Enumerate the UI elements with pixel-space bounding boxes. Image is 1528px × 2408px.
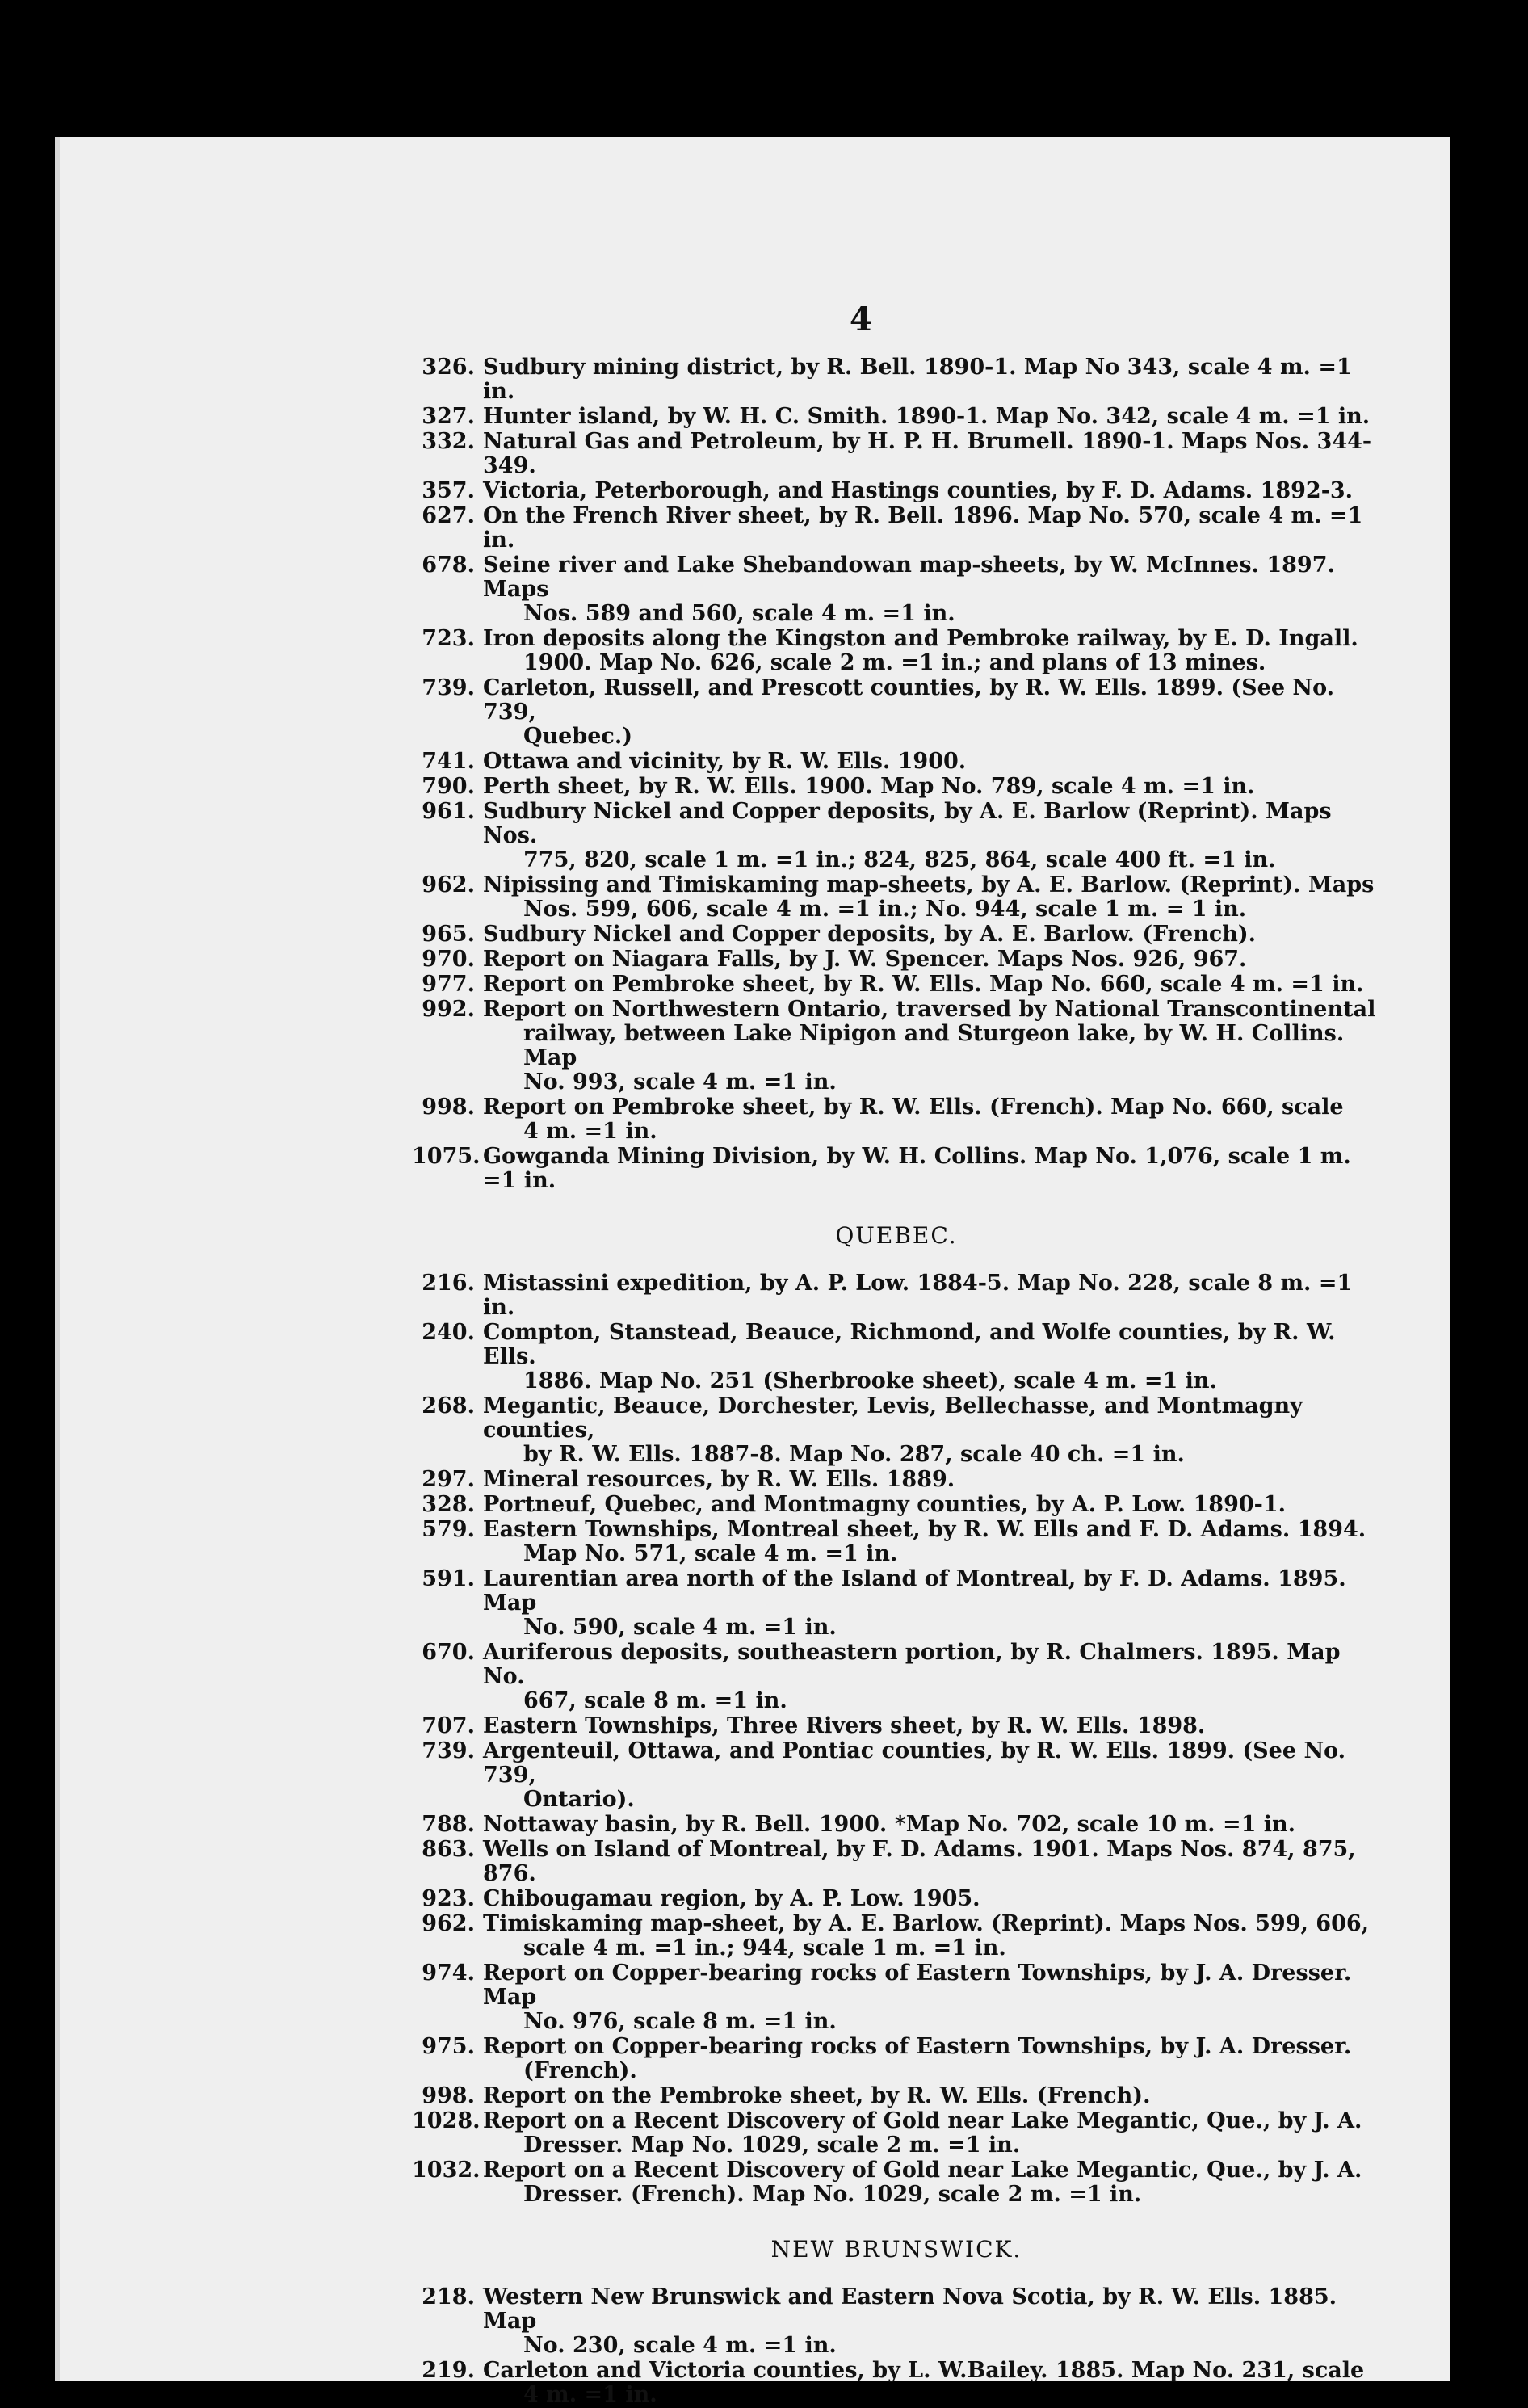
entry-continuation-line: Map No. 571, scale 4 m. =1 in. [523,1541,898,1566]
entry-continuation-line: Nos. 599, 606, scale 4 m. =1 in.; No. 944, scale 1 m. = 1 in. [523,897,1247,922]
entry-continuation-line: by R. W. Ells. 1887-8. Map No. 287, scale 40 ch. =1 in. [523,1442,1185,1467]
entry-text [483,1961,1381,2034]
entry-number: 332. [422,429,475,454]
entry-number: 216. [422,1271,475,1296]
entry-number: 723. [422,626,475,651]
entry-number: 1028. [412,2108,481,2133]
entry-text [483,775,1381,799]
entry-line: On the French River sheet, by R. Bell. 1896. Map No. 570, scale 4 m. =1 in. [483,503,1363,553]
section-heading: NEW BRUNSWICK. [770,2236,1022,2263]
entry-number: 240. [422,1320,475,1345]
entry-line: Carleton and Victoria counties, by L. W.Bailey. 1885. Map No. 231, scale [483,2358,1365,2383]
entry-line: Iron deposits along the Kingston and Pembroke railway, by E. D. Ingall. [483,626,1358,651]
entry-text [483,922,1381,947]
entry-number: 962. [422,872,475,897]
entry-line: Mineral resources, by R. W. Ells. 1889. [483,1467,955,1492]
catalogue-entry [412,2158,1381,2207]
entry-continuation-line: Nos. 589 and 560, scale 4 m. =1 in. [523,601,955,626]
entry-text [483,2109,1381,2158]
entry-number: 788. [422,1812,475,1837]
entry-number: 627. [422,503,475,528]
entry-text [483,553,1381,626]
catalogue-entry [412,405,1381,429]
entry-text [483,1567,1381,1640]
catalogue-entry [412,775,1381,799]
entry-number: 977. [422,972,475,997]
entry-number: 579. [422,1517,475,1542]
entry-text [483,1887,1381,1911]
entry-line: Sudbury Nickel and Copper deposits, by A. E. Barlow. (French). [483,922,1257,947]
entry-number: 863. [422,1837,475,1862]
entry-line: Eastern Townships, Three Rivers sheet, by R. W. Ells. 1898. [483,1713,1206,1738]
entry-continuation-line: 775, 820, scale 1 m. =1 in.; 824, 825, 864, scale 400 ft. =1 in. [523,847,1276,872]
catalogue-entry [412,1095,1381,1144]
section-heading: QUEBEC. [835,1222,958,1249]
entry-line: Compton, Stanstead, Beauce, Richmond, and Wolfe counties, by R. W. Ells. [483,1320,1336,1369]
entry-text [483,1518,1381,1566]
entry-line: Seine river and Lake Shebandowan map-sheets, by W. McInnes. 1897. Maps [483,553,1335,602]
entry-line: Report on Pembroke sheet, by R. W. Ells. (French). Map No. 660, scale [483,1095,1344,1120]
entry-line: Nottaway basin, by R. Bell. 1900. *Map No. 702, scale 10 m. =1 in. [483,1812,1296,1837]
entry-number: 218. [422,2284,475,2309]
entry-number: 670. [422,1640,475,1665]
entry-text [483,479,1381,503]
book-spine [1450,121,1528,2381]
entry-line: Western New Brunswick and Eastern Nova Scotia, by R. W. Ells. 1885. Map [483,2284,1337,2334]
entry-text [483,998,1381,1095]
catalogue-entry [412,1887,1381,1911]
catalogue-entry [412,873,1381,922]
entry-line: Report on Northwestern Ontario, traversed by National Transcontinental [483,997,1376,1022]
entry-number: 970. [422,947,475,972]
entry-number: 326. [422,355,475,380]
entry-text [483,405,1381,429]
catalogue-entry [412,1271,1381,1320]
catalogue-entry [412,800,1381,872]
entry-text [483,973,1381,997]
entry-text [483,1838,1381,1886]
entry-line: Nipissing and Timiskaming map-sheets, by A. E. Barlow. (Reprint). Maps [483,872,1375,897]
catalogue-entry [412,1394,1381,1467]
entry-number: 975. [422,2034,475,2059]
entry-line: Report on a Recent Discovery of Gold near Lake Megantic, Que., by J. A. [483,2108,1362,2133]
catalogue-entry [412,1145,1381,1193]
entry-text [483,430,1381,478]
entry-text [483,750,1381,774]
catalogue-entry [412,2359,1381,2407]
entry-continuation-line: Quebec.) [523,724,632,749]
catalogue-entry [412,1714,1381,1738]
catalogue-entry [412,2285,1381,2358]
entry-continuation-line: 1886. Map No. 251 (Sherbrooke sheet), scale 4 m. =1 in. [523,1368,1217,1393]
entry-text [483,1095,1381,1144]
entry-text [483,2359,1381,2407]
catalogue-entry [412,355,1381,404]
catalogue-entry [412,922,1381,947]
catalogue-entry [412,750,1381,774]
entry-number: 268. [422,1393,475,1418]
entry-text [483,2084,1381,2108]
entry-line: Report on a Recent Discovery of Gold near Lake Megantic, Que., by J. A. [483,2158,1362,2183]
entry-line: Report on Copper-bearing rocks of Eastern Townships, by J. A. Dresser. [483,2034,1352,2059]
entry-line: Timiskaming map-sheet, by A. E. Barlow. (Reprint). Maps Nos. 599, 606, [483,1911,1370,1936]
entry-number: 219. [422,2358,475,2383]
entry-text [483,2285,1381,2358]
entry-continuation-line: No. 590, scale 4 m. =1 in. [523,1615,837,1640]
entry-line: Perth sheet, by R. W. Ells. 1900. Map No. 789, scale 4 m. =1 in. [483,774,1255,799]
catalogue-entry [412,1321,1381,1393]
catalogue-entry [412,430,1381,478]
entry-number: 965. [422,922,475,947]
entry-line: Mistassini expedition, by A. P. Low. 1884-5. Map No. 228, scale 8 m. =1 in. [483,1271,1353,1320]
entry-number: 961. [422,799,475,824]
entry-number: 739. [422,675,475,700]
entry-continuation-line: Ontario). [523,1787,635,1812]
entry-number: 327. [422,404,475,429]
entry-line: Wells on Island of Montreal, by F. D. Adams. 1901. Maps Nos. 874, 875, 876. [483,1837,1356,1886]
entry-text [483,1145,1381,1193]
entry-text [483,627,1381,675]
entry-line: Hunter island, by W. H. C. Smith. 1890-1. Map No. 342, scale 4 m. =1 in. [483,404,1371,429]
catalogue-entry [412,676,1381,749]
entry-line: Auriferous deposits, southeastern portion, by R. Chalmers. 1895. Map No. [483,1640,1341,1689]
entry-number: 297. [422,1467,475,1492]
entry-text [483,800,1381,872]
catalogue-entry [412,553,1381,626]
entry-number: 1032. [412,2158,481,2183]
entry-text [483,1912,1381,1960]
entry-continuation-line: No. 230, scale 4 m. =1 in. [523,2333,837,2358]
catalogue-entry [412,1493,1381,1517]
catalogue-entry [412,479,1381,503]
catalogue-entry [412,1739,1381,1812]
entry-number: 678. [422,553,475,578]
entry-continuation-line: 1900. Map No. 626, scale 2 m. =1 in.; and plans of 13 mines. [523,650,1266,675]
entry-number: 707. [422,1713,475,1738]
entry-text [483,1739,1381,1812]
entry-number: 962. [422,1911,475,1936]
entry-text [483,1714,1381,1738]
catalogue-entry [412,1912,1381,1960]
entry-number: 741. [422,749,475,774]
entry-continuation-line: scale 4 m. =1 in.; 944, scale 1 m. =1 in. [523,1935,1006,1960]
entry-text [483,504,1381,553]
catalogue-entry [412,973,1381,997]
entry-text [483,2035,1381,2083]
entry-continuation-line: 667, scale 8 m. =1 in. [523,1688,787,1713]
catalogue-entry [412,998,1381,1095]
entry-continuation-line: (French). [523,2058,637,2083]
catalogue-entry [412,2084,1381,2108]
entry-number: 974. [422,1960,475,1986]
entry-text [483,948,1381,972]
entry-number: 328. [422,1492,475,1517]
entry-text [483,1321,1381,1393]
entry-line: Argenteuil, Ottawa, and Pontiac counties, by R. W. Ells. 1899. (See No. 739, [483,1738,1346,1788]
catalogue-entry [412,1518,1381,1566]
catalogue-entry [412,1641,1381,1713]
entry-line: Eastern Townships, Montreal sheet, by R. W. Ells and F. D. Adams. 1894. [483,1517,1366,1542]
entry-line: Portneuf, Quebec, and Montmagny counties, by A. P. Low. 1890-1. [483,1492,1287,1517]
entry-text [483,1468,1381,1492]
entry-continuation-line: railway, between Lake Nipigon and Sturgeon lake, by W. H. Collins. Map [523,1021,1345,1070]
catalogue-entry [412,1838,1381,1886]
entry-continuation-line: No. 976, scale 8 m. =1 in. [523,2009,837,2034]
catalogue-entry [412,1961,1381,2034]
entry-line: Chibougamau region, by A. P. Low. 1905. [483,1886,980,1911]
entry-text [483,676,1381,749]
entry-line: Report on the Pembroke sheet, by R. W. Ells. (French). [483,2083,1151,2108]
entry-number: 998. [422,1095,475,1120]
entry-continuation-line: Dresser. Map No. 1029, scale 2 m. =1 in. [523,2133,1021,2158]
entry-number: 923. [422,1886,475,1911]
catalogue-entry [412,504,1381,553]
entry-line: Sudbury mining district, by R. Bell. 1890-1. Map No 343, scale 4 m. =1 in. [483,355,1352,404]
entry-number: 739. [422,1738,475,1763]
entry-text [483,1641,1381,1713]
entry-number: 591. [422,1566,475,1591]
entry-text [483,1394,1381,1467]
entry-number: 992. [422,997,475,1022]
entry-line: Report on Pembroke sheet, by R. W. Ells. Map No. 660, scale 4 m. =1 in. [483,972,1364,997]
entry-continuation-line: 4 m. =1 in. [523,1119,657,1144]
catalogue-list [412,355,1381,2408]
entry-continuation-line: Dresser. (French). Map No. 1029, scale 2 m. =1 in. [523,2182,1142,2207]
entry-text [483,1813,1381,1837]
entry-line: Sudbury Nickel and Copper deposits, by A. E. Barlow (Reprint). Maps Nos. [483,799,1332,848]
entry-line: Victoria, Peterborough, and Hastings counties, by F. D. Adams. 1892-3. [483,478,1354,503]
catalogue-entry [412,627,1381,675]
page-number: 4 [850,300,872,338]
catalogue-entry [412,1813,1381,1837]
entry-line: Carleton, Russell, and Prescott counties, by R. W. Ells. 1899. (See No. 739, [483,675,1335,725]
entry-number: 998. [422,2083,475,2108]
entry-text [483,873,1381,922]
entry-line: Natural Gas and Petroleum, by H. P. H. Brumell. 1890-1. Maps Nos. 344-349. [483,429,1372,478]
entry-text [483,1271,1381,1320]
catalogue-entry [412,1468,1381,1492]
entry-line: Megantic, Beauce, Dorchester, Levis, Bellechasse, and Montmagny counties, [483,1393,1303,1443]
entry-number: 1075. [412,1144,481,1169]
entry-text [483,1493,1381,1517]
entry-line: Gowganda Mining Division, by W. H. Collins. Map No. 1,076, scale 1 m. =1 in. [483,1144,1351,1193]
catalogue-entry [412,2109,1381,2158]
entry-line: Ottawa and vicinity, by R. W. Ells. 1900. [483,749,967,774]
catalogue-entry [412,2035,1381,2083]
entry-text [483,355,1381,404]
entry-number: 790. [422,774,475,799]
catalogue-entry [412,1567,1381,1640]
entry-continuation-line: 4 m. =1 in. [523,2382,657,2407]
entry-text [483,2158,1381,2207]
entry-line: Report on Niagara Falls, by J. W. Spencer. Maps Nos. 926, 967. [483,947,1247,972]
entry-continuation-line: No. 993, scale 4 m. =1 in. [523,1070,837,1095]
entry-line: Report on Copper-bearing rocks of Eastern Townships, by J. A. Dresser. Map [483,1960,1352,2010]
entry-number: 357. [422,478,475,503]
entry-line: Laurentian area north of the Island of Montreal, by F. D. Adams. 1895. Map [483,1566,1346,1616]
catalogue-entry [412,948,1381,972]
